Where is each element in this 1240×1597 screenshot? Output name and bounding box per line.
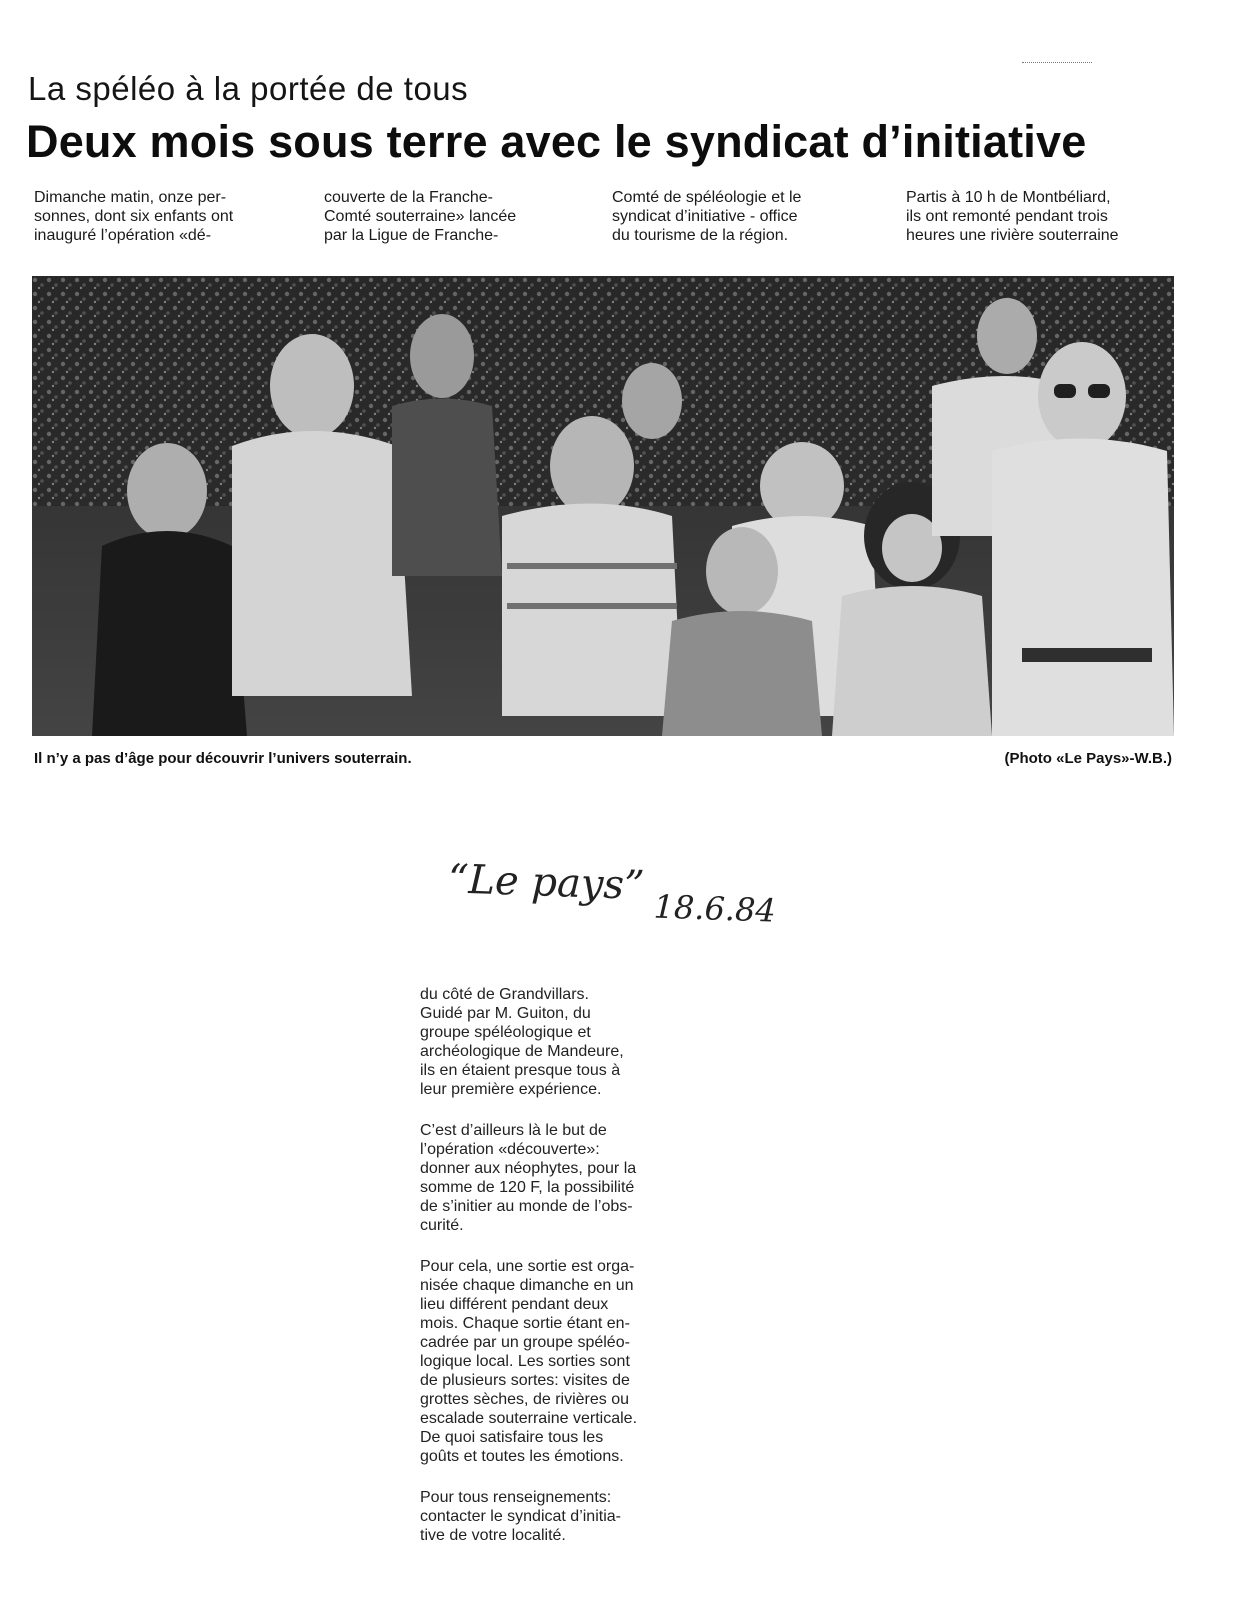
body-line: De quoi satisfaire tous les	[420, 1429, 604, 1446]
body-line: Pour tous renseignements:	[420, 1489, 612, 1506]
body-paragraph	[420, 1488, 690, 1545]
body-line: l’opération «découverte»:	[420, 1141, 600, 1158]
article-headline: Deux mois sous terre avec le syndicat d’initiative	[26, 116, 1087, 167]
body-line: groupe spéléologique et	[420, 1024, 591, 1041]
body-paragraph	[420, 1257, 690, 1466]
intro-line: Comté de spéléologie et le	[612, 189, 802, 206]
article-body-column	[420, 985, 690, 1567]
body-line: contacter le syndicat d’initia-	[420, 1508, 621, 1525]
body-line: tive de votre localité.	[420, 1527, 566, 1544]
article-kicker: La spéléo à la portée de tous	[28, 70, 469, 107]
body-line: donner aux néophytes, pour la	[420, 1160, 637, 1177]
intro-column-3	[612, 188, 878, 245]
intro-line: du tourisme de la région.	[612, 227, 789, 244]
intro-column-1	[34, 188, 296, 245]
body-line: archéologique de Mandeure,	[420, 1043, 624, 1060]
body-line: du côté de Grandvillars.	[420, 986, 589, 1003]
body-line: curité.	[420, 1217, 464, 1234]
intro-line: par la Ligue de Franche-	[324, 227, 499, 244]
body-line: lieu différent pendant deux	[420, 1296, 609, 1313]
top-dotted-mark	[1022, 62, 1092, 63]
intro-line: Dimanche matin, onze per-	[34, 189, 227, 206]
intro-line: ils ont remonté pendant trois	[906, 208, 1108, 225]
body-line: de plusieurs sortes: visites de	[420, 1372, 630, 1389]
body-line: somme de 120 F, la possibilité	[420, 1179, 635, 1196]
handwritten-source-note	[447, 856, 777, 930]
intro-line: Comté souterraine» lancée	[324, 208, 517, 225]
body-line: cadrée par un groupe spéléo-	[420, 1334, 630, 1351]
body-line: ils en étaient presque tous à	[420, 1062, 621, 1079]
intro-line: couverte de la Franche-	[324, 189, 493, 206]
group-photo	[32, 276, 1174, 736]
intro-column-2	[324, 188, 580, 245]
body-paragraph	[420, 1121, 690, 1235]
handwritten-source: “Le pays”	[447, 856, 646, 910]
intro-line: syndicat d’initiative - office	[612, 208, 798, 225]
body-line: escalade souterraine verticale.	[420, 1410, 638, 1427]
photo-caption: Il n’y a pas d’âge pour découvrir l’univers souterrain.	[34, 750, 412, 767]
intro-line: sonnes, dont six enfants ont	[34, 208, 234, 225]
body-line: grottes sèches, de rivières ou	[420, 1391, 629, 1408]
body-line: Guidé par M. Guiton, du	[420, 1005, 591, 1022]
photo-credit: (Photo «Le Pays»-W.B.)	[1004, 750, 1172, 767]
intro-line: heures une rivière souterraine	[906, 227, 1119, 244]
body-line: de s’initier au monde de l’obs-	[420, 1198, 633, 1215]
handwritten-date: 18.6.84	[653, 887, 777, 930]
body-line: mois. Chaque sortie étant en-	[420, 1315, 630, 1332]
body-line: goûts et toutes les émotions.	[420, 1448, 624, 1465]
intro-line: inauguré l’opération «dé-	[34, 227, 212, 244]
body-paragraph	[420, 985, 690, 1099]
body-line: C’est d’ailleurs là le but de	[420, 1122, 607, 1139]
body-line: logique local. Les sorties sont	[420, 1353, 630, 1370]
body-line: Pour cela, une sortie est orga-	[420, 1258, 635, 1275]
body-line: nisée chaque dimanche en un	[420, 1277, 634, 1294]
intro-line: Partis à 10 h de Montbéliard,	[906, 189, 1111, 206]
intro-column-4	[906, 188, 1172, 245]
body-line: leur première expérience.	[420, 1081, 602, 1098]
